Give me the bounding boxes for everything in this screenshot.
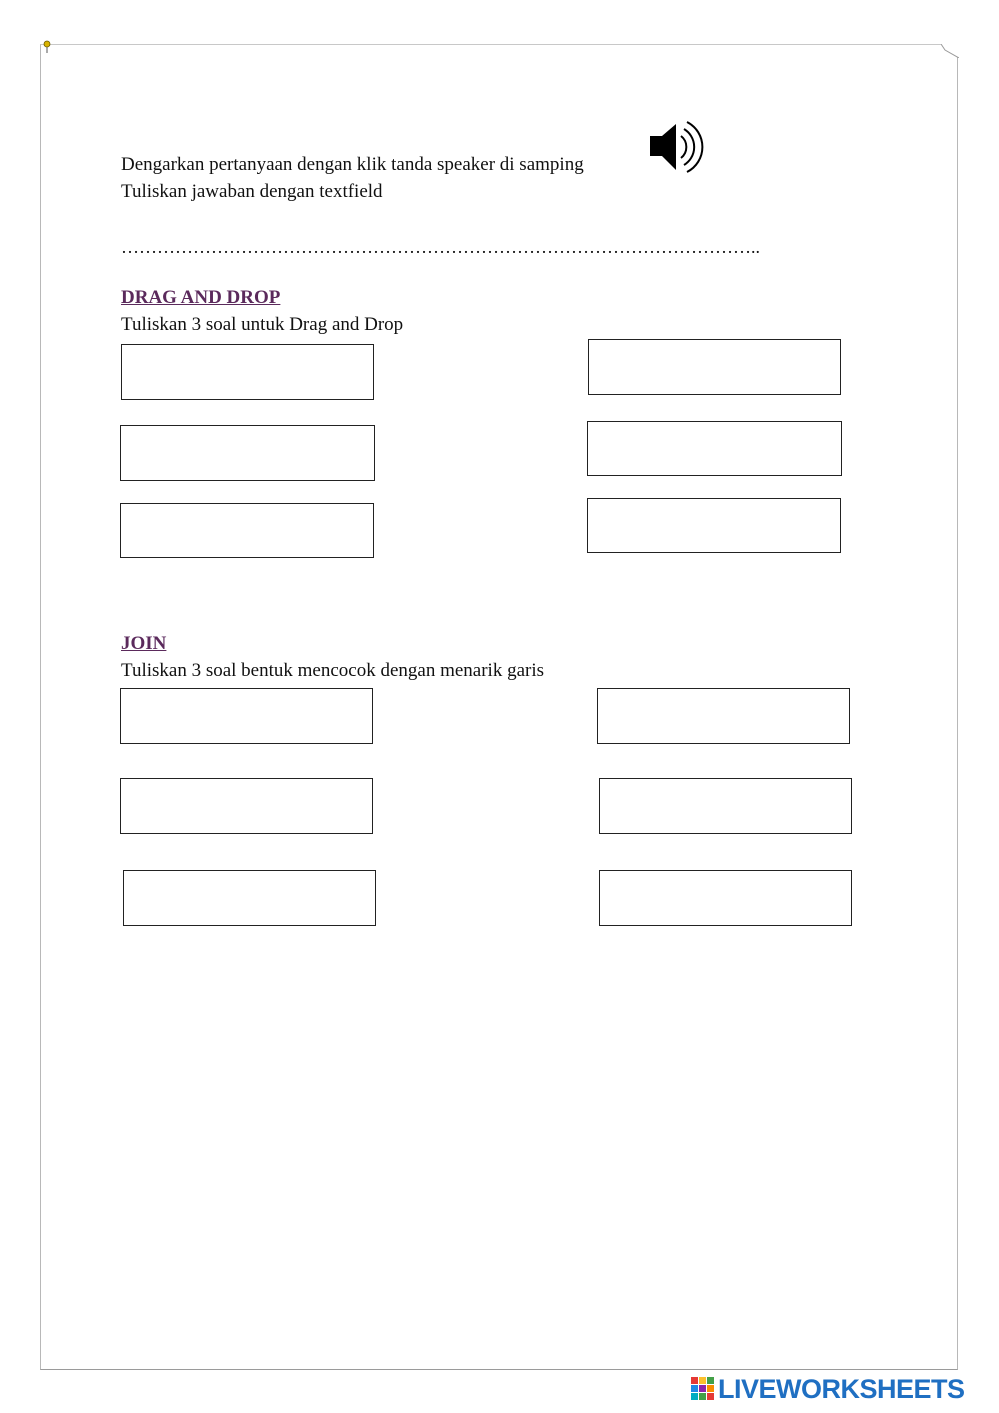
answer-dotted-line: ……………………………………………………………………………………………..	[121, 237, 760, 257]
join-box-left-3[interactable]	[123, 870, 376, 926]
drag-drop-box-left-3[interactable]	[120, 503, 374, 558]
drag-drop-box-right-1[interactable]	[588, 339, 841, 395]
join-description: Tuliskan 3 soal bentuk mencocok dengan menarik garis	[121, 660, 545, 681]
drag-drop-box-right-3[interactable]	[587, 498, 841, 553]
drag-drop-description: Tuliskan 3 soal untuk Drag and Drop	[121, 314, 404, 335]
instruction-line-1: Dengarkan pertanyaan dengan klik tanda speaker di samping	[121, 154, 584, 175]
join-box-right-1[interactable]	[597, 688, 850, 744]
join-heading: JOIN	[121, 633, 167, 654]
join-box-right-3[interactable]	[599, 870, 852, 926]
speaker-icon[interactable]	[648, 118, 714, 176]
join-box-left-1[interactable]	[120, 688, 373, 744]
instruction-line-2: Tuliskan jawaban dengan textfield	[121, 181, 383, 202]
liveworksheets-brand[interactable]	[690, 1374, 965, 1404]
join-box-left-2[interactable]	[120, 778, 373, 834]
drag-drop-box-left-2[interactable]	[120, 425, 375, 481]
drag-drop-box-left-1[interactable]	[121, 344, 374, 400]
join-box-right-2[interactable]	[599, 778, 852, 834]
drag-drop-heading: DRAG AND DROP	[121, 287, 281, 308]
drag-drop-box-right-2[interactable]	[587, 421, 842, 476]
liveworksheets-logo-icon	[690, 1376, 716, 1402]
liveworksheets-brand-text: LIVEWORKSHEETS	[718, 1374, 965, 1404]
pushpin-icon	[42, 40, 52, 54]
page-fold-corner	[941, 44, 959, 58]
